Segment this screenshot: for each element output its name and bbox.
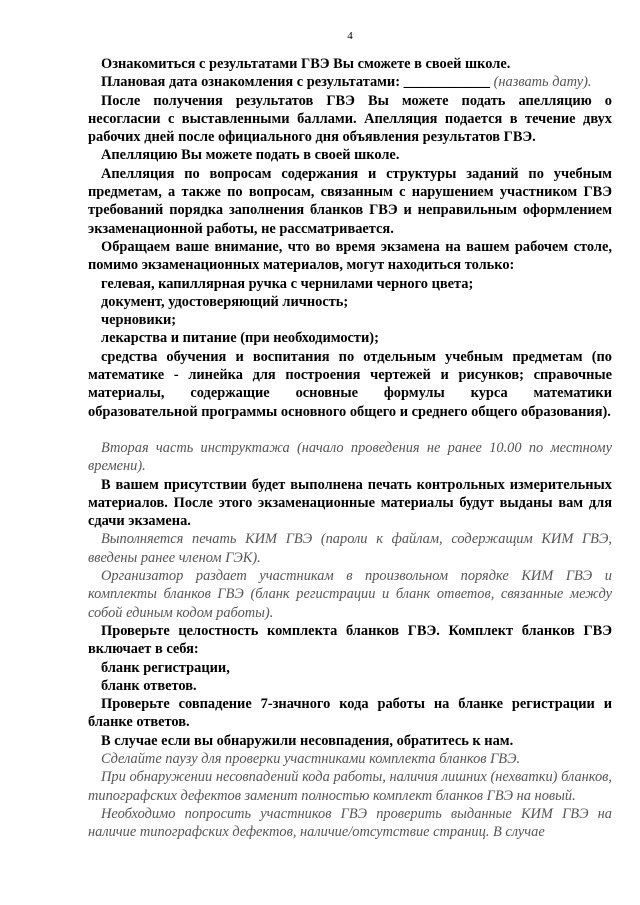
paragraph bbox=[88, 530, 612, 567]
paragraph bbox=[88, 348, 612, 421]
paragraph bbox=[88, 476, 612, 531]
document-page bbox=[88, 30, 612, 841]
paragraph-text: средства обучения и воспитания по отдельным учебным предметам (по математике - линейка для построения чертежей и рисунков; справочные материалы, содержащие основные формулы курса математики образовательной программы основного общего и среднего общего образования). bbox=[88, 348, 612, 420]
paragraph-text: Апелляцию Вы можете подать в своей школе. bbox=[101, 147, 400, 164]
paragraph-note: (назвать дату). bbox=[493, 74, 592, 91]
paragraph-text: бланк ответов. bbox=[101, 677, 197, 694]
paragraph bbox=[88, 659, 612, 677]
paragraph bbox=[88, 55, 612, 73]
paragraph-text: гелевая, капиллярная ручка с чернилами черного цвета; bbox=[101, 275, 474, 292]
paragraph-text: Плановая дата ознакомления с результатами: ____________ bbox=[101, 74, 490, 91]
paragraph bbox=[88, 732, 612, 750]
section-gap bbox=[88, 421, 612, 439]
paragraph-text: лекарства и питание (при необходимости); bbox=[101, 330, 379, 347]
paragraph bbox=[88, 92, 612, 147]
paragraph bbox=[88, 73, 612, 91]
paragraph-text: черновики; bbox=[101, 312, 177, 329]
paragraph-text: При обнаружении несовпадений кода работы, наличия лишних (нехватки) бланков, типографских дефектов заменит полностью комплект бланков ГВЭ на новый. bbox=[88, 769, 612, 804]
paragraph-text: Проверьте совпадение 7-значного кода работы на бланке регистрации и бланке ответов. bbox=[88, 696, 612, 731]
paragraph-text: Организатор раздает участникам в произвольном порядке КИМ ГВЭ и комплекты бланков ГВЭ (бланк регистрации и бланк ответов, связанные между собой единым кодом работы). bbox=[88, 568, 612, 621]
paragraph-text: документ, удостоверяющий личность; bbox=[101, 293, 349, 310]
paragraph bbox=[88, 677, 612, 695]
paragraph-text: Проверьте целостность комплекта бланков ГВЭ. Комплект бланков ГВЭ включает в себя: bbox=[88, 622, 612, 658]
paragraph bbox=[88, 329, 612, 347]
paragraph-text: Вторая часть инструктажа (начало проведения не ранее 10.00 по местному времени). bbox=[88, 439, 612, 475]
paragraph bbox=[88, 695, 612, 732]
paragraph bbox=[88, 238, 612, 275]
paragraph-text: После получения результатов ГВЭ Вы можете подать апелляцию о несогласии с выставленными баллами. Апелляция подается в течение двух рабочих дней после официального дня объявления результатов ГВЭ. bbox=[88, 92, 612, 146]
paragraph-text: Сделайте паузу для проверки участниками комплекта бланков ГВЭ. bbox=[101, 750, 521, 767]
paragraph-text: Выполняется печать КИМ ГВЭ (пароли к файлам, содержащим КИМ ГВЭ, введены ранее членом ГЭК). bbox=[88, 531, 612, 566]
paragraph bbox=[88, 439, 612, 476]
paragraph-text: В вашем присутствии будет выполнена печать контрольных измерительных материалов. После этого экзаменационные материалы будут выданы вам для сдачи экзамена. bbox=[88, 476, 612, 530]
paragraph-text: Ознакомиться с результатами ГВЭ Вы сможете в своей школе. bbox=[101, 56, 511, 72]
paragraph bbox=[88, 165, 612, 238]
paragraph bbox=[88, 311, 612, 329]
paragraph-text: Апелляция по вопросам содержания и структуры заданий по учебным предметам, а также по вопросам, связанным с нарушением участником ГВЭ требований порядка заполнения бланков ГВЭ и неправильным оформлением экзаменационной работы, не рассматривается. bbox=[88, 165, 612, 237]
paragraph bbox=[88, 622, 612, 659]
paragraph-text: бланк регистрации, bbox=[101, 659, 230, 676]
document-body bbox=[88, 55, 612, 841]
paragraph bbox=[88, 275, 612, 293]
page-number: 4 bbox=[347, 30, 353, 42]
paragraph bbox=[88, 768, 612, 805]
paragraph bbox=[88, 750, 612, 768]
paragraph bbox=[88, 567, 612, 622]
paragraph-text: Обращаем ваше внимание, что во время экзамена на вашем рабочем столе, помимо экзаменационных материалов, могут находиться только: bbox=[88, 238, 612, 274]
paragraph-text: В случае если вы обнаружили несовпадения, обратитесь к нам. bbox=[101, 732, 514, 749]
paragraph-text: Необходимо попросить участников ГВЭ проверить выданные КИМ ГВЭ на наличие типографских дефектов, наличие/отсутствие страниц. В случае bbox=[88, 805, 612, 841]
paragraph bbox=[88, 805, 612, 842]
paragraph bbox=[88, 293, 612, 311]
paragraph bbox=[88, 146, 612, 164]
